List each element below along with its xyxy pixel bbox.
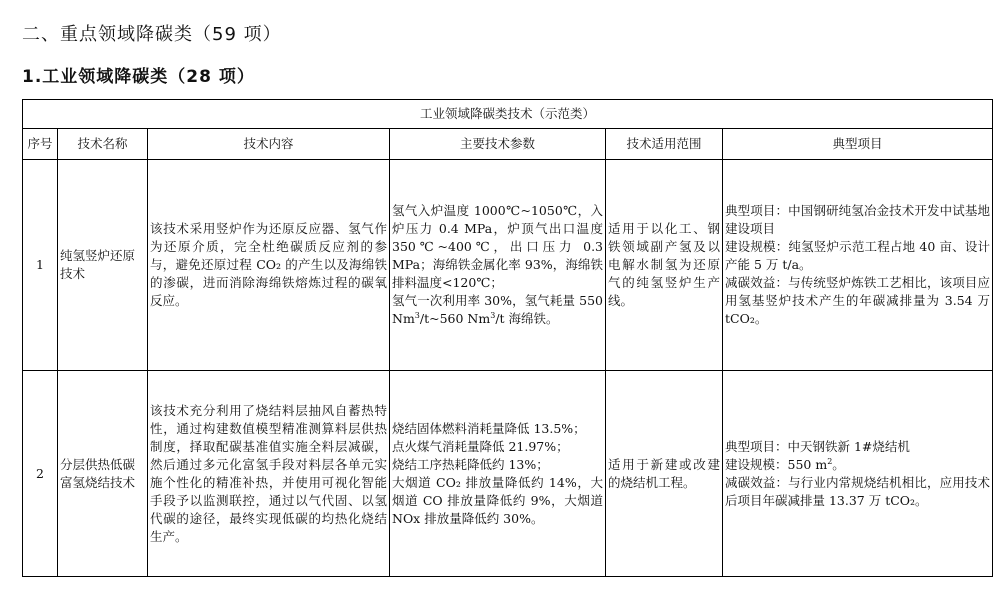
tech-name: 分层供热低碳富氢烧结技术 <box>58 371 148 577</box>
param-text: 烧结固体燃料消耗量降低 13.5%； <box>392 420 586 436</box>
tech-scope: 适用于新建或改建的烧结机工程。 <box>606 371 723 577</box>
param-text: 氢气入炉温度 1000℃~1050℃，入炉压力 0.4 MPa，炉顶气出口温度 350℃~400℃，出口压力 0.3 MPa；海绵铁金属化率 93%，海绵铁排料温度<120℃； <box>392 203 603 290</box>
technology-table <box>22 99 993 577</box>
project-line: 典型项目：中天钢铁新 1#烧结机 <box>725 438 910 454</box>
project-line: 建设规模：纯氢竖炉示范工程占地 40 亩、设计产能 5 万 t/a。 <box>725 239 991 272</box>
project-line: 减碳效益：与行业内常规烧结机相比，应用技术后项目年碳减排量 13.37 万 tCO₂。 <box>725 474 991 508</box>
param-text: 氢气一次利用率 30%，氢气耗量 550 Nm$^3$/t~560 Nm$^3$/t 海绵铁。 <box>392 293 603 326</box>
subsection-heading: 1.工业领域降碳类（28 项） <box>22 67 255 87</box>
table-caption: 工业领域降碳类技术（示范类） <box>23 100 993 129</box>
project-line: 建设规模：550 $m^2$。 <box>725 456 845 472</box>
col-header-content: 技术内容 <box>148 129 390 160</box>
tech-content: 该技术采用竖炉作为还原反应器、氢气作为还原介质，完全杜绝碳质反应剂的参与，避免还原过程 CO₂ 的产生以及海绵铁的渗碳，进而消除海绵铁熔炼过程的碳氧反应。 <box>148 160 390 371</box>
col-header-project: 典型项目 <box>723 129 993 160</box>
col-header-name: 技术名称 <box>58 129 148 160</box>
project-line: 减碳效益：与传统竖炉炼铁工艺相比，该项目应用氢基竖炉技术产生的年碳减排量为 3.54 万 tCO₂。 <box>725 275 991 326</box>
tech-content: 该技术充分利用了烧结料层抽风自蓄热特性，通过构建数值模型精准测算料层供热制度，择取配碳基准值实施全料层减碳，然后通过多元化富氢手段对料层各单元实施个性化的精准补热，并使用可视化智能手段予以监测联控，通过以气代固、以氢代碳的途径，最终实现低碳的均热化烧结生产。 <box>148 371 390 577</box>
typical-project <box>723 160 993 371</box>
param-text: 点火煤气消耗量降低 21.97%； <box>392 438 569 454</box>
col-header-scope: 技术适用范围 <box>606 129 723 160</box>
tech-params <box>390 160 606 371</box>
table-row <box>23 371 993 577</box>
tech-name: 纯氢竖炉还原技术 <box>58 160 148 371</box>
tech-scope: 适用于以化工、钢铁领域副产氢及以电解水制氢为还原气的纯氢竖炉生产线。 <box>606 160 723 371</box>
typical-project <box>723 371 993 577</box>
row-number: 1 <box>23 160 58 371</box>
table-header-row <box>23 129 993 160</box>
section-heading: 二、重点领域降碳类（59 项） <box>22 24 282 45</box>
param-text: 烧结工序热耗降低约 13%； <box>392 456 549 472</box>
tech-params <box>390 371 606 577</box>
col-header-params: 主要技术参数 <box>390 129 606 160</box>
row-number: 2 <box>23 371 58 577</box>
param-text: 大烟道 CO₂ 排放量降低约 14%，大烟道 CO 排放量降低约 9%，大烟道 NOx 排放量降低约 30%。 <box>392 474 603 526</box>
col-header-no: 序号 <box>23 129 58 160</box>
table-row <box>23 160 993 371</box>
project-line: 典型项目：中国钢研纯氢冶金技术开发中试基地建设项目 <box>725 203 991 236</box>
